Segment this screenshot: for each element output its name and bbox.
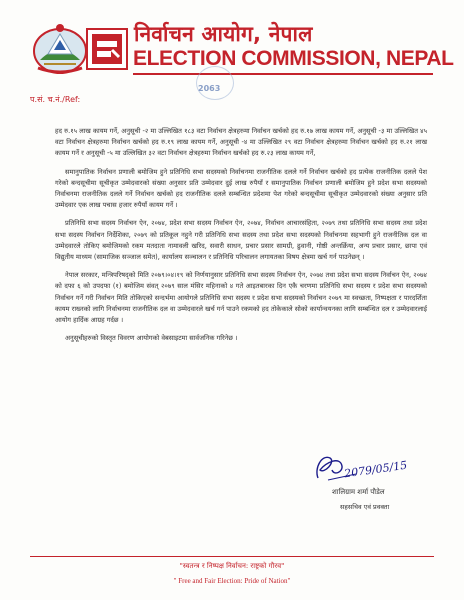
footer-divider (30, 556, 434, 557)
stamp-year: 2063 (198, 84, 221, 93)
handwritten-date: 2079/05/15 (343, 458, 409, 481)
nepal-emblem-icon (30, 20, 90, 76)
signer-name: शालिग्राम शर्मा पौडेल (332, 488, 385, 496)
press-release-body (55, 126, 427, 348)
body-paragraph: हद रु.१५ लाख कायम गर्ने, अनुसूची -२ मा उल्लिखित १८३ वटा निर्वाचन क्षेत्रहरुमा निर्वाचन खर्चको हद रु.१७ लाख कायम गर्ने, अनुसूची -३ मा उल्लिखित ४५ वटा निर्वाचन क्षेत्रहरुमा निर्वाचन खर्चको हद रु.१९ लाख कायम गर्ने, अनुसूची -४ मा उल्लिखित २९ वटा निर्वाचन क्षेत्रहरुमा निर्वाचन खर्चको हद रु.२१ लाख कायम गर्ने र अनुसूची -५ मा उल्लिखित ३२ वटा निर्वाचन क्षेत्रहरुमा निर्वाचन खर्चको हद रु.२३ लाख कायम गर्ने, (55, 127, 427, 158)
footer-motto-nepali: "स्वतन्त्र र निष्पक्ष निर्वाचन: राष्ट्रको गौरव" (179, 562, 285, 570)
body-paragraph: अनुसूचीहरुको विस्तृत विवरण आयोगको वेबसाइटमा सार्वजनिक गरिनेछ । (65, 334, 238, 343)
footer-motto-english: " Free and Fair Election: Pride of Nation" (173, 577, 291, 585)
letterhead (0, 0, 464, 110)
body-paragraph: नेपाल सरकार, मन्त्रिपरिषद्को मिति २०७९।०४।१९ को निर्णयानुसार प्रतिनिधि सभा सदस्य निर्वाचन ऐन, २०७४ तथा प्रदेश सभा सदस्य निर्वाचन ऐन, २०७४ को दफा ६ को उपदफा (१) बमोजिम संवत् २०७९ साल मंसिर महिनाको ४ गते आइतबारका दिन एकै चरणमा प्रतिनिधि सभा सदस्य र प्रदेश सभा सदस्यको निर्वाचन गर्ने गरी निर्वाचन मिति तोकिएको सन्दर्भमा आयोगले प्रतिनिधि सभा सदस्य र प्रदेश सभा सदस्यको निर्वाचन २०७९ मा स्वच्छता, निष्पक्षता र पारदर्शिता कायम राख्नको लागि निर्वाचनमा राजनीतिक दल वा उम्मेदवारले खर्च गर्न पाउने रकमको हद तोकेकाले सोको कार्यान्वयनका लागि सम्बन्धित दल र उम्मेदवारलाई आयोग हार्दिक आग्रह गर्दछ । (55, 271, 427, 325)
election-commission-logo-icon (86, 28, 128, 70)
title-underline (133, 73, 433, 75)
commission-title-english: ELECTION COMMISSION, NEPAL (133, 47, 454, 70)
reference-label: प.सं. च.नं./Ref: (30, 95, 81, 104)
body-paragraph: समानुपातिक निर्वाचन प्रणाली बमोजिम हुने प्रतिनिधि सभा सदस्यको निर्वाचनमा राजनीतिक दलले गर्ने निर्वाचन खर्चको हद प्रत्येक राजनीतिक दलले पेश गरेको बन्दसूचीमा सूचीकृत उम्मेदवारको संख्या अनुसार प्रति उम्मेदवार दुई लाख रुपैयाँ र समानुपातिक निर्वाचन प्रणाली बमोजिम हुने प्रदेश सभा सदस्यको निर्वाचनमा राजनीतिक दलले गर्ने निर्वाचन खर्चको हद राजनीतिक दलले सम्बन्धित प्रदेशमा पेश गरेको बन्दसूचीमा सूचीकृत उम्मेदवारको संख्या अनुसार प्रति उम्मेदवार एक लाख पचास हजार रुपैयाँ कायम गर्ने । (55, 167, 427, 210)
signer-title: सहसचिव एवं प्रवक्ता (340, 503, 390, 511)
signature-block (300, 448, 430, 524)
body-paragraph: प्रतिनिधि सभा सदस्य निर्वाचन ऐन, २०७४, प्रदेश सभा सदस्य निर्वाचन ऐन, २०७४, निर्वाचन आचारसंहिता, २०७९ तथा प्रतिनिधि सभा सदस्य तथा प्रदेश सभा सदस्य निर्वाचन निर्देशिका, २०७९ को प्रतिकूल नहुने गरी प्रतिनिधि सभा सदस्य तथा प्रदेश सभा सदस्यको निर्वाचनमा सहभागी हुने राजनीतिक दल वा उम्मेदवारले तोकिए बमोजिमको रकम मतदाता नामावली खरिद, सवारी साधन, प्रचार प्रसार सामग्री, ढुवानी, गोष्ठी अन्तर्क्रिया, अन्य प्रचार प्रसार, छापा एवं विद्युतीय माध्यम (सामाजिक सञ्जाल समेत), कार्यालय सञ्चालन र प्रतिनिधि परिचालन लगायतका विषय क्षेत्रमा खर्च गर्न पाउनेछन् । (55, 219, 427, 262)
commission-title-nepali: निर्वाचन आयोग, नेपाल (134, 22, 313, 46)
office-stamp (196, 66, 234, 100)
